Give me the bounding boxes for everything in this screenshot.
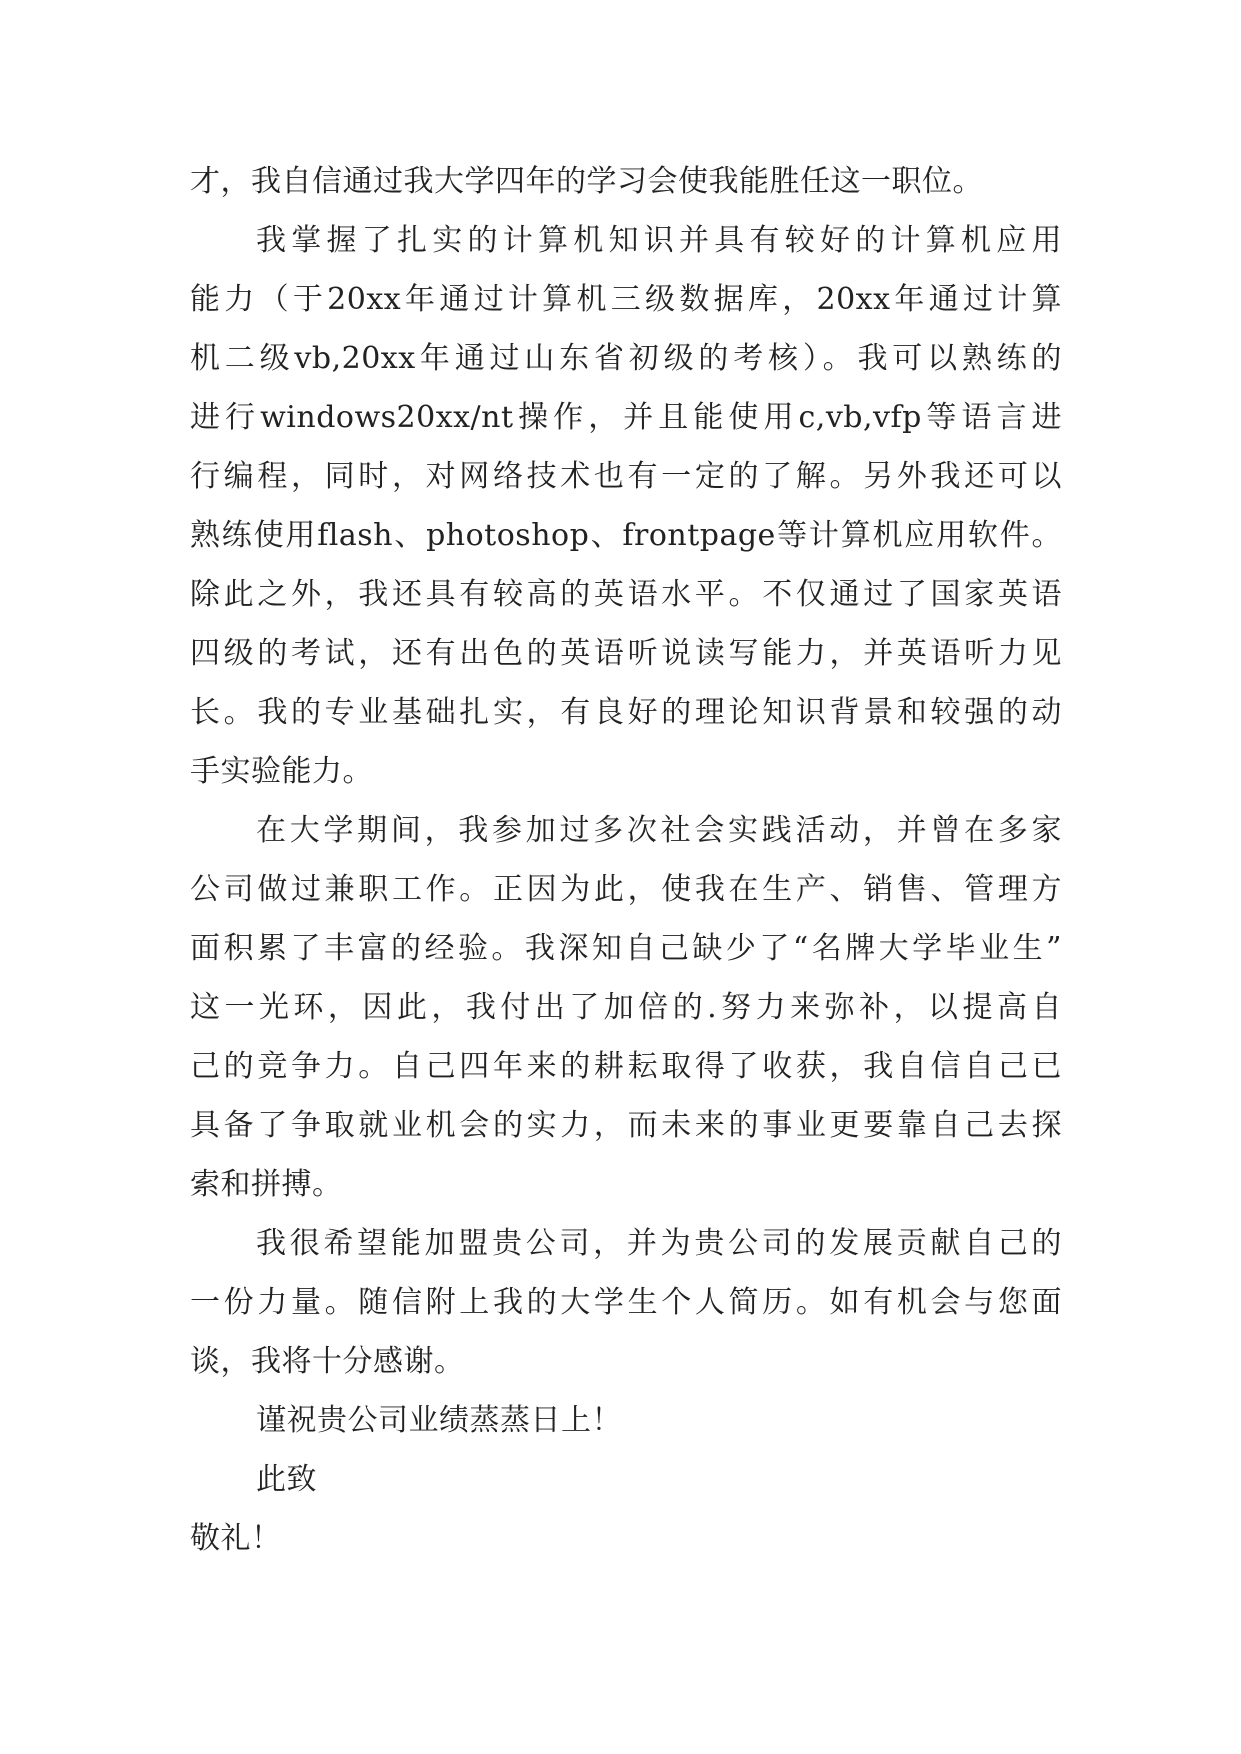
text-line: 具备了争取就业机会的实力，而未来的事业更要靠自己去探 xyxy=(190,1108,1062,1143)
text-line: 己的竞争力。自己四年来的耕耘取得了收获，我自信自己已 xyxy=(190,1049,1062,1084)
text-line: 我掌握了扎实的计算机知识并具有较好的计算机应用 xyxy=(256,223,1062,258)
text-line: 公司做过兼职工作。正因为此，使我在生产、销售、管理方 xyxy=(190,872,1062,907)
text-line: 面积累了丰富的经验。我深知自己缺少了“名牌大学毕业生” xyxy=(190,931,1062,966)
text-line: 谈，我将十分感谢。 xyxy=(190,1344,465,1379)
text-line: 除此之外，我还具有较高的英语水平。不仅通过了国家英语 xyxy=(190,577,1062,612)
text-line: 索和拼搏。 xyxy=(190,1167,343,1202)
text-line: 我很希望能加盟贵公司，并为贵公司的发展贡献自己的 xyxy=(256,1226,1062,1261)
text-line: 一份力量。随信附上我的大学生个人简历。如有机会与您面 xyxy=(190,1285,1062,1320)
text-line: 此致 xyxy=(256,1462,317,1497)
text-line: 进行windows20xx/nt操作，并且能使用c,vb,vfp等语言进 xyxy=(190,400,1062,435)
text-line: 敬礼！ xyxy=(190,1521,282,1556)
text-line: 熟练使用flash、photoshop、frontpage等计算机应用软件。 xyxy=(190,518,1062,553)
text-line: 行编程，同时，对网络技术也有一定的了解。另外我还可以 xyxy=(190,459,1062,494)
text-line: 谨祝贵公司业绩蒸蒸日上！ xyxy=(256,1403,622,1438)
text-line: 这一光环，因此，我付出了加倍的.努力来弥补，以提高自 xyxy=(190,990,1062,1025)
text-line: 手实验能力。 xyxy=(190,754,373,789)
text-line: 长。我的专业基础扎实，有良好的理论知识背景和较强的动 xyxy=(190,695,1062,730)
text-line: 才，我自信通过我大学四年的学习会使我能胜任这一职位。 xyxy=(190,164,983,199)
text-line: 四级的考试，还有出色的英语听说读写能力，并英语听力见 xyxy=(190,636,1062,671)
text-line: 机二级vb,20xx年通过山东省初级的考核）。我可以熟练的 xyxy=(190,341,1062,376)
text-line: 能力（于20xx年通过计算机三级数据库，20xx年通过计算 xyxy=(190,282,1062,317)
letter-body xyxy=(190,152,1062,1568)
text-line: 在大学期间，我参加过多次社会实践活动，并曾在多家 xyxy=(256,813,1062,848)
